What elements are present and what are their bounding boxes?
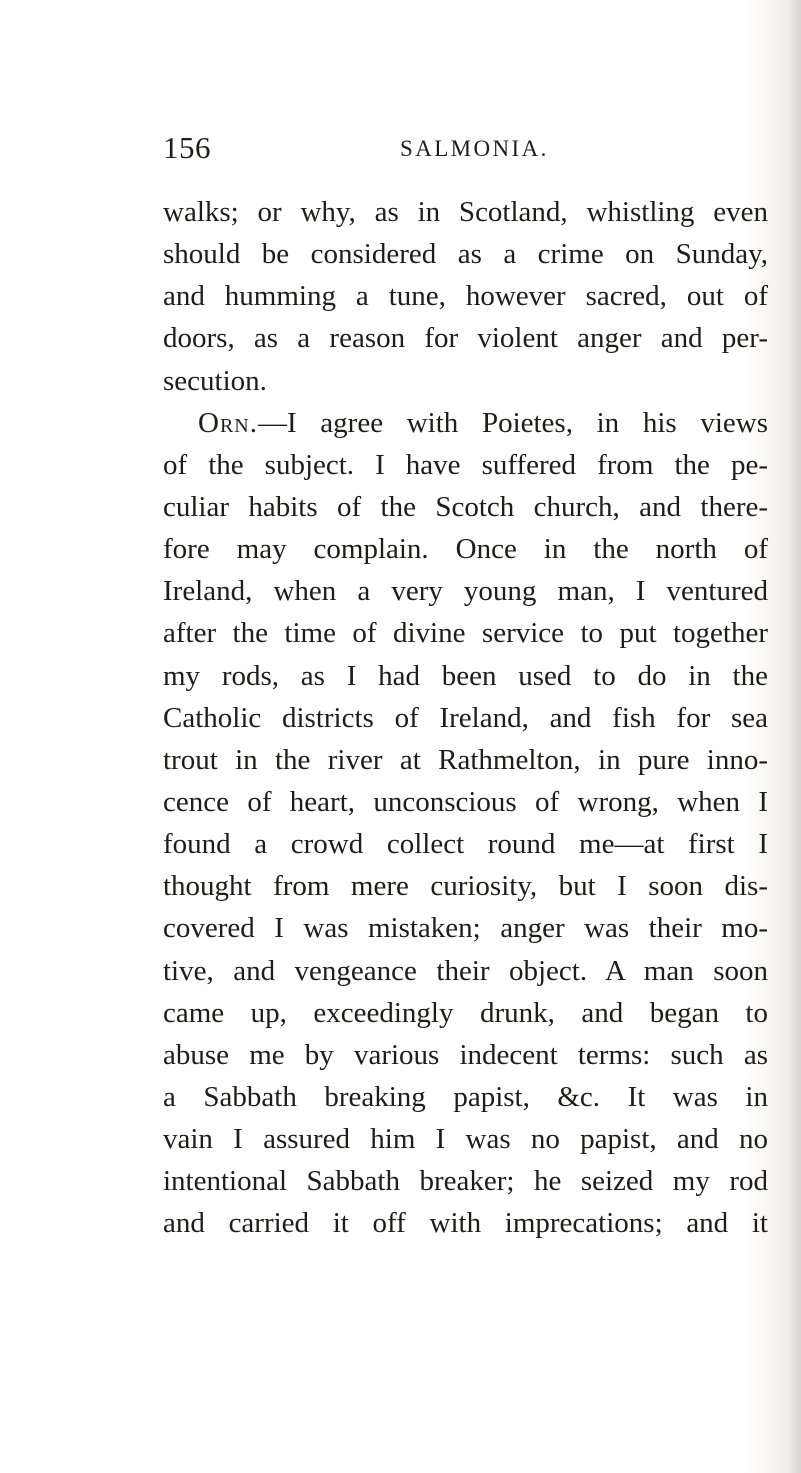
speaker-line: [163, 402, 768, 444]
text-line: tive, and vengeance their object. A man soon: [163, 954, 768, 987]
running-title: SALMONIA.: [400, 136, 549, 161]
text-line: trout in the river at Rathmelton, in pure inno-: [163, 743, 768, 776]
running-head: [163, 130, 768, 170]
text-line: covered I was mistaken; anger was their mo-: [163, 912, 768, 945]
text-line: doors, as a reason for violent anger and per-: [163, 322, 768, 355]
text-line: culiar habits of the Scotch church, and there-: [163, 490, 768, 523]
text-line: should be considered as a crime on Sunday,: [163, 238, 768, 271]
text-line: abuse me by various indecent terms: such as: [163, 1038, 768, 1071]
text-line: of the subject. I have suffered from the pe-: [163, 448, 768, 481]
text-line: vain I assured him I was no papist, and no: [163, 1123, 768, 1156]
text-line: found a crowd collect round me—at first I: [163, 828, 768, 861]
text-line: Ireland, when a very young man, I ventured: [163, 575, 768, 608]
text-line: and carried it off with imprecations; and it: [163, 1207, 768, 1240]
text-line: a Sabbath breaking papist, &c. It was in: [163, 1080, 768, 1113]
text-line: secution.: [163, 364, 267, 397]
text-line: intentional Sabbath breaker; he seized my rod: [163, 1165, 768, 1198]
text-line: my rods, as I had been used to do in the: [163, 659, 768, 692]
page-edge-shadow: [789, 0, 801, 1473]
speaker-name: Orn.: [198, 406, 258, 439]
text-line: Catholic districts of Ireland, and fish for sea: [163, 701, 768, 734]
text-line: thought from mere curiosity, but I soon dis-: [163, 870, 768, 903]
page-number: 156: [163, 130, 211, 165]
text-line: cence of heart, unconscious of wrong, when I: [163, 785, 768, 818]
body-text: [163, 191, 768, 1245]
text-line: and humming a tune, however sacred, out of: [163, 280, 768, 313]
text-line: came up, exceedingly drunk, and began to: [163, 996, 768, 1029]
speaker-text: —I agree with Poietes, in his views: [257, 406, 768, 439]
text-line: walks; or why, as in Scotland, whistling even: [163, 196, 768, 228]
text-line: after the time of divine service to put together: [163, 617, 768, 650]
text-line: fore may complain. Once in the north of: [163, 533, 768, 566]
